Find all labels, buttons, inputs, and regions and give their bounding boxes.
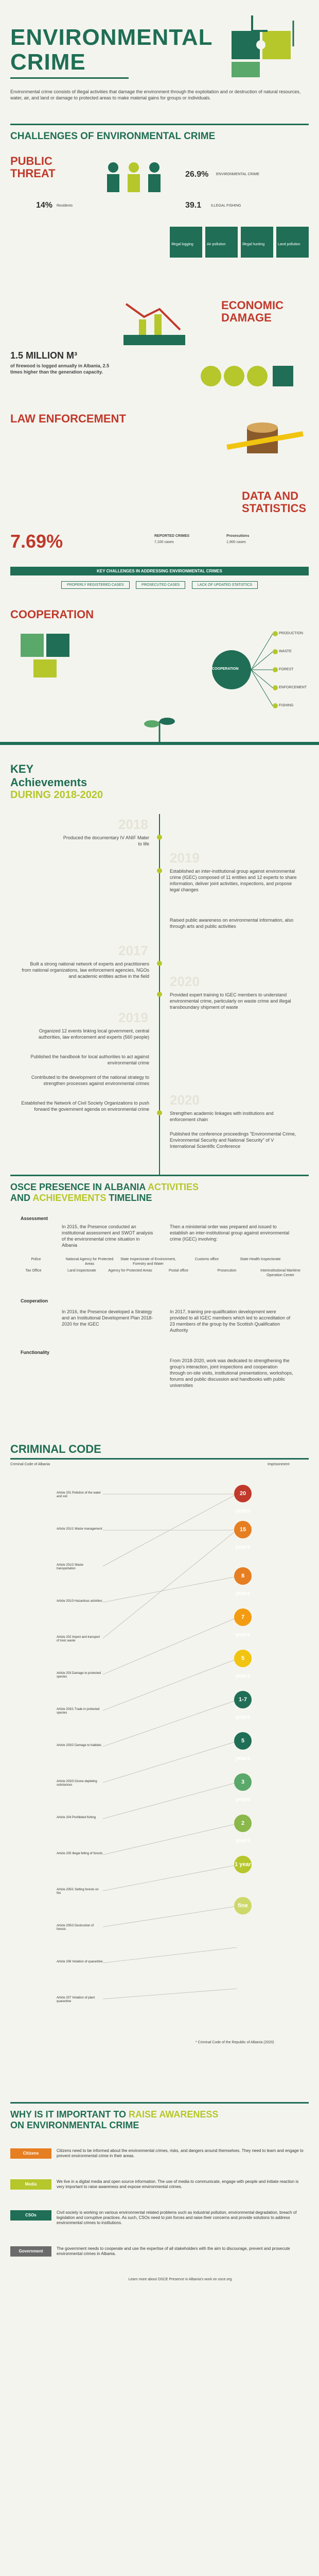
- spoke-label: WASTE: [279, 650, 292, 653]
- reported-crimes-label: REPORTED CRIMES: [154, 534, 190, 538]
- handshake-puzzle-icon: [15, 629, 77, 680]
- article-item: Article 204 Prohibited fishing: [57, 1816, 96, 1819]
- achievement-item: Raised public awareness on environmental information, also through arts and public activities: [170, 918, 294, 929]
- why-text: Civil society is working on various environmental related problems such as industrial pollution, environmental degradation, breach of legislation and corruptive practices. As such, CSOs need to join forces and raise their concerns and provide solutions to address environmental crimes to institutions.: [57, 2210, 297, 2225]
- plant-icon: [129, 711, 190, 742]
- osce-section: [0, 1175, 319, 1432]
- assessment-left: In 2015, the Presence conducted an institutional assessment and SWOT analysis of the environmental crime situation in Albania: [62, 1224, 153, 1248]
- article-item: Article 203/3 Ozone depleting substances: [57, 1780, 97, 1787]
- entity-item: State Inspectorate of Environment, Forestry and Water: [120, 1258, 176, 1266]
- entity-item: Land inspectorate: [67, 1269, 96, 1273]
- why-text: We live in a digital media and open source information. The use of media to communicate, engage with people and initiate reaction is very important to raise awareness and expose environmental crimes.: [57, 2179, 299, 2189]
- functionality-label: Functionality: [21, 1350, 49, 1355]
- divider: [10, 1175, 309, 1176]
- criminal-code-left-label: Criminal Code of Albania: [10, 1463, 50, 1466]
- achievement-item: Organized 12 events linking local government, central authorities, law enforcement and experts (560 people): [38, 1028, 149, 1040]
- cooperation-left: In 2016, the Presence developed a Strategy and an Institutional Development Plan 2018-2020 for the IGEC: [62, 1309, 153, 1327]
- timeline-dot: [157, 992, 162, 997]
- illegal-hunting-icon: Illegal hunting: [241, 227, 273, 258]
- intro-text: Environmental crime consists of illegal activities that damage the environment through the exploitation and or destruction of natural resources, water, air, and land or damage to protected areas to make material gains for groups or individuals.: [10, 89, 301, 100]
- timeline-dot: [157, 868, 162, 873]
- economic-damage-title-1: ECONOMIC: [221, 299, 283, 312]
- criminal-code-section: [0, 1443, 319, 2087]
- page-title-line2: CRIME: [10, 49, 86, 75]
- code-link-lines: [103, 1473, 242, 2020]
- article-item: Article 206 Violation of quarantine: [57, 1960, 103, 1963]
- data-stats-title-1: DATA AND: [242, 489, 298, 502]
- why-tag-citizens: Citizens: [10, 2148, 51, 2159]
- achievement-item: Established the Network of Civil Society Organizations to push forward the government agenda on environmental crime: [21, 1100, 149, 1112]
- criminal-code-title: CRIMINAL CODE: [10, 1443, 101, 1455]
- key-challenge-item: LACK OF UPDATED STATISTICS: [192, 581, 258, 589]
- reported-crimes-value: 7,100 cases: [154, 540, 174, 544]
- key-challenge-item: PROSECUTED CASES: [136, 581, 185, 589]
- achievement-item: Provided expert training to IGEC members to understand environmental crime, particularly on waste crime and illegal transboundary shipment of waste: [170, 992, 291, 1010]
- article-item: Article 205 Illegal felling of forests: [57, 1852, 103, 1855]
- stump-tape-icon: [226, 412, 304, 459]
- prosecutions-label: Prosecutions: [226, 534, 250, 538]
- article-item: Article 203/2 Damage to habitats: [57, 1744, 102, 1747]
- divider: [10, 2102, 309, 2104]
- achievements-heading-2: Achievements: [10, 776, 87, 789]
- land-pollution-icon: Land pollution: [276, 227, 309, 258]
- entity-item: State Health Inspectorate: [240, 1258, 281, 1261]
- article-item: Article 202 Import and transport of toxic waste: [57, 1636, 100, 1642]
- economic-big-desc: of firewood is logged annually in Albania, 2.5 times higher than the generation capacity.: [10, 363, 110, 375]
- functionality-text: From 2018-2020, work was dedicated to strengthening the group's interaction, joint inspections and cooperation through on-site visits, institutional presentations, workshops, forums and public discussion and handbooks with public universities: [170, 1358, 293, 1388]
- entity-list: [10, 1257, 309, 1278]
- cooperation-label: Cooperation: [21, 1298, 48, 1303]
- achievement-item: Established an inter-institutional group against environmental crime (IGEC) composed of 11 entities and 12 experts to share information, deliver joint activities, inspections, and propose legal changes: [170, 869, 297, 892]
- spoke-label: ENFORCEMENT: [279, 686, 307, 689]
- key-challenge-item: PROPERLY REGISTERED CASES: [61, 581, 130, 589]
- article-item: Article 205/2 Destruction of forests: [57, 1924, 94, 1931]
- why-tag-government: Government: [10, 2246, 51, 2257]
- logs-icon: [196, 361, 298, 392]
- timeline-dot: [157, 961, 162, 966]
- challenges-section: [0, 124, 319, 726]
- timeline-dot: [157, 1110, 162, 1115]
- stat1-label: ENVIRONMENTAL CRIME: [216, 173, 260, 176]
- year-label: 2019: [170, 850, 200, 866]
- cooperation-right: In 2017, training pre-qualification development were provided to all IGEC members which led to accreditation of 23 members of the group by the Scottish Qualification Authority: [170, 1309, 291, 1333]
- year-label: 2017: [118, 943, 148, 958]
- header: [0, 0, 319, 118]
- economic-damage-title-2: DAMAGE: [221, 311, 272, 324]
- prosecutions-value: 1,900 cases: [226, 540, 246, 544]
- why-tag-media: Media: [10, 2179, 51, 2190]
- ground-line: [0, 742, 319, 745]
- article-item: Article 207 Violation of plant quarantine: [57, 1996, 95, 2003]
- why-text: Citizens need to be informed about the environmental crimes, risks, and dangers around themselves. They need to learn and engage to prevent environmental crime in their areas.: [57, 2148, 304, 2158]
- why-source[interactable]: Learn more about OSCE Presence in Albania's work on osce.org: [128, 2278, 232, 2281]
- divider: [10, 1458, 309, 1460]
- year-label: 2018: [118, 817, 148, 832]
- sentence-circle: 1-7 years: [234, 1691, 252, 1708]
- cooperation-hub-label: COOPERATION: [212, 667, 239, 671]
- article-item: Article 201/3 Hazardous activities: [57, 1600, 102, 1603]
- article-item: Article 203/1 Trade in protected species: [57, 1708, 100, 1715]
- achievements-heading-3: DURING 2018-2020: [10, 789, 103, 801]
- key-challenges-list: [10, 579, 309, 589]
- why-tag-csos: CSOs: [10, 2210, 51, 2221]
- data-stats-title-2: STATISTICS: [242, 502, 307, 515]
- why-text: The government needs to cooperate and use the expertise of all stakeholders with the aim to discourage, prevent and prosecute environmental crimes in Albania.: [57, 2246, 290, 2256]
- key-challenges-banner: KEY CHALLENGES IN ADDRESSING ENVIRONMENTAL CRIMES: [10, 567, 309, 575]
- entity-item: Police: [31, 1258, 41, 1261]
- economic-big-value: 1.5 MILLION M³: [10, 350, 77, 361]
- sentence-circle: 3 years: [234, 1773, 252, 1791]
- osce-heading: OSCE PRESENCE IN ALBANIA ACTIVITIES AND ACHIEVEMENTS TIMELINE: [10, 1182, 199, 1203]
- sentence-circle: 20 years: [234, 1485, 252, 1502]
- why-heading: WHY IS IT IMPORTANT TO RAISE AWARENESS ON ENVIRONMENTAL CRIME: [10, 2109, 219, 2130]
- divider: [10, 124, 309, 125]
- achievement-item: Produced the documentary IV ANIF Mater to life: [63, 835, 149, 846]
- sentence-circle: 5 years: [234, 1650, 252, 1667]
- assessment-right: Then a ministerial order was prepared and issued to establish an inter-institutional group against environmental crime (IGEC) involving:: [170, 1224, 290, 1242]
- why-section: [0, 2102, 319, 2555]
- people-icon: [93, 160, 175, 196]
- criminal-code-right-label: Imprisonment: [268, 1463, 290, 1466]
- stat3-label: ILLEGAL FISHING: [211, 204, 241, 208]
- page-title-line1: ENVIRONMENTAL: [10, 25, 213, 50]
- achievements-heading-1: KEY: [10, 762, 34, 775]
- sentence-circle: 7 years: [234, 1608, 252, 1626]
- threat-icons: [170, 227, 309, 258]
- sentence-circle: 8 years: [234, 1567, 252, 1585]
- entity-item: Interinstitutional Maritime Operation Center: [260, 1269, 300, 1277]
- entity-item: Agency for Protected Areas: [108, 1269, 152, 1273]
- achievement-item: Contributed to the development of the national strategy to strengthen processes against environmental crimes: [31, 1075, 149, 1086]
- entity-item: Customs office: [194, 1258, 219, 1261]
- year-label: 2019: [118, 1010, 148, 1025]
- criminal-code-footnote: * Criminal Code of the Republic of Albania (2020): [196, 2041, 274, 2044]
- title-underline: [10, 77, 129, 79]
- cooperation-title: COOPERATION: [10, 608, 94, 621]
- sentence-circle: 5 years: [234, 1732, 252, 1750]
- article-item: Article 203 Damage to protected species: [57, 1672, 101, 1679]
- achievement-item: Strengthen academic linkages with institutions and enforcement chain: [170, 1111, 274, 1122]
- achievement-item: Published the handbook for local authorities to act against environmental crime: [30, 1054, 149, 1065]
- stat1-value: 26.9%: [185, 170, 209, 179]
- sentence-circle: 15 years: [234, 1521, 252, 1538]
- sentence-circle: 1 year: [234, 1856, 252, 1873]
- stat3-value: 39.1: [185, 201, 202, 210]
- sentence-circle: 2 years: [234, 1815, 252, 1832]
- article-item: Article 205/1 Setting forests on fire: [57, 1888, 99, 1895]
- public-threat-title-1: PUBLIC: [10, 155, 52, 167]
- assessment-label: Assessment: [21, 1216, 48, 1221]
- achievement-item: Published the conference proceedings "Environmental Crime, Environmental Security and National Security" of V International Scientific Conference: [170, 1131, 296, 1149]
- article-item: Article 201 Pollution of the water and soil: [57, 1492, 101, 1498]
- entity-item: Tax Office: [25, 1269, 42, 1273]
- graph-decline-icon: [118, 294, 190, 350]
- stat2-value: 14%: [36, 201, 53, 210]
- year-label: 2020: [170, 974, 200, 989]
- puzzle-hand-illustration: [221, 15, 304, 82]
- entity-item: National Agency for Protected Areas: [65, 1258, 114, 1266]
- sentence-circle: fine: [234, 1897, 252, 1914]
- air-pollution-icon: Air pollution: [205, 227, 238, 258]
- article-item: Article 201/2 Waste transportation: [57, 1564, 83, 1570]
- illegal-logging-icon: Illegal logging: [170, 227, 202, 258]
- law-enforcement-title: LAW ENFORCEMENT: [10, 412, 126, 425]
- spoke-label: FOREST: [279, 668, 294, 671]
- data-big-value: 7.69%: [10, 531, 63, 552]
- spoke-label: FISHING: [279, 704, 294, 707]
- year-label: 2020: [170, 1092, 200, 1108]
- timeline-dot: [157, 835, 162, 840]
- public-threat-title-2: THREAT: [10, 167, 56, 180]
- achievement-item: Built a strong national network of experts and practitioners from national organizations, law enforcement agencies, NGOs and academic entities active in the field: [22, 961, 149, 979]
- challenges-heading: CHALLENGES OF ENVIRONMENTAL CRIME: [10, 131, 216, 142]
- stat2-label: Residents: [57, 204, 73, 208]
- entity-item: Postal office: [168, 1269, 188, 1273]
- entity-item: Prosecution: [217, 1269, 237, 1273]
- spoke-label: PRODUCTION: [279, 632, 304, 635]
- article-item: Article 201/1 Waste management: [57, 1528, 102, 1531]
